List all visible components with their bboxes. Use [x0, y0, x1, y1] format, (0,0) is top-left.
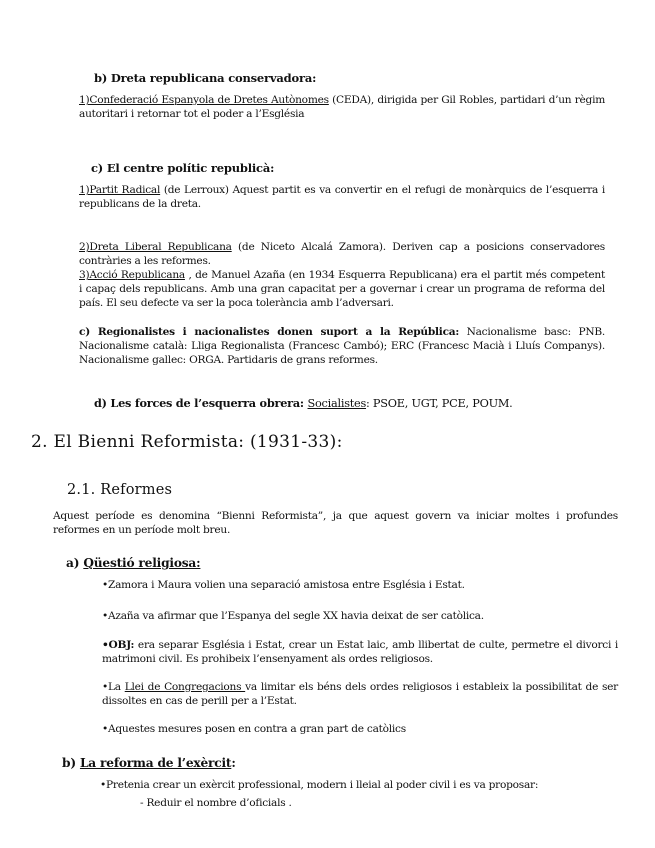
- section-title-bienni-reformista: 2. El Bienni Reformista: (1931-33):: [31, 432, 343, 452]
- paragraph-accio-republicana: [79, 268, 605, 310]
- esquerra-obrera-text: : PSOE, UGT, PCE, POUM.: [366, 397, 513, 410]
- ceda-link: 1)Confederació Espanyola de Dretes Autònomes: [79, 94, 329, 106]
- bullet-reduir-oficials: - Reduir el nombre d’oficials .: [140, 797, 292, 809]
- bullet-mesures-catolics: •Aquestes mesures posen en contra a gran part de catòlics: [102, 723, 406, 735]
- paragraph-ceda: [79, 93, 605, 121]
- bullet-exercit-professional: •Pretenia crear un exèrcit professional, modern i lleial al poder civil i es va proposar:: [100, 779, 539, 791]
- llei-congregacions-text: va limitar els béns dels ordes religiosos i estableix la possibilitat de ser dissoltes en cas de perill per a l’Estat.: [102, 681, 618, 707]
- paragraph-esquerra-obrera: [94, 396, 594, 411]
- bullet-azana: •Azaña va afirmar que l’Espanya del segle XX havia deixat de ser catòlica.: [102, 610, 484, 622]
- section-heading-dreta-conservadora: b) Dreta republicana conservadora:: [94, 71, 317, 85]
- accio-republicana-text: , de Manuel Azaña (en 1934 Esquerra Republicana) era el partit més competent i capaç dels republicans. Amb una gran capacitat per a governar i crear un programa de reforma del país. El seu defecte va ser la poca tolerància amb l’adversari.: [79, 269, 605, 309]
- accio-republicana-link: 3)Acció Republicana: [79, 269, 185, 281]
- subsection-heading-reforma-exercit: [62, 756, 236, 770]
- paragraph-partit-radical: [79, 183, 605, 211]
- bullet-zamora-maura: •Zamora i Maura volien una separació amistosa entre Església i Estat.: [102, 579, 465, 591]
- ceda-text: (CEDA), dirigida per Gil Robles, partidari d’un règim autoritari i retornar tot el poder a l’Església: [79, 94, 605, 120]
- bullet-llei-congregacions: [102, 680, 618, 708]
- regionalistes-heading: c) Regionalistes i nacionalistes donen suport a la República:: [79, 326, 460, 338]
- obj-label: •OBJ:: [102, 639, 135, 651]
- dreta-liberal-link: 2)Dreta Liberal Republicana: [79, 241, 232, 253]
- reforma-exercit-marker: b): [62, 756, 80, 770]
- section-heading-centre-politic: c) El centre polític republicà:: [91, 161, 275, 175]
- obj-text: era separar Església i Estat, crear un Estat laic, amb llibertat de culte, permetre el divorci i matrimoni civil. Es prohibeix l’ensenyament als ordes religiosos.: [102, 639, 618, 665]
- bullet-obj: [102, 638, 618, 666]
- partit-radical-text: (de Lerroux) Aquest partit es va convertir en el refugi de monàrquics de l’esquerra i republicans de la dreta.: [79, 184, 605, 210]
- dreta-liberal-text: (de Niceto Alcalá Zamora). Deriven cap a posicions conservadores contràries a les reformes.: [79, 241, 605, 267]
- socialistes-link: Socialistes: [307, 397, 367, 410]
- reforma-exercit-colon: :: [231, 756, 236, 770]
- subsection-title-reformes: 2.1. Reformes: [67, 482, 173, 498]
- reforma-exercit-label: La reforma de l’exèrcit: [79, 756, 232, 770]
- regionalistes-text: Nacionalisme basc: PNB. Nacionalisme català: Lliga Regionalista (Francesc Cambó); ERC (Francesc Macià i Lluís Companys). Nacionalisme gallec: ORGA. Partidaris de grans reformes.: [79, 326, 605, 366]
- questio-religiosa-marker: a): [66, 556, 84, 570]
- questio-religiosa-label: Qüestió religiosa:: [83, 556, 201, 570]
- paragraph-regionalistes: [79, 325, 605, 367]
- subsection-heading-questio-religiosa: [66, 556, 200, 570]
- esquerra-obrera-heading: d) Les forces de l’esquerra obrera:: [94, 396, 308, 410]
- paragraph-bienni-intro: Aquest període es denomina “Bienni Reformista”, ja que aquest govern va iniciar moltes i profundes reformes en un període molt breu.: [53, 510, 618, 536]
- paragraph-dreta-liberal: [79, 240, 605, 268]
- llei-congregacions-prefix: •La: [102, 681, 125, 693]
- partit-radical-link: 1)Partit Radical: [79, 184, 161, 196]
- llei-congregacions-link: Llei de Congregacions: [124, 681, 246, 693]
